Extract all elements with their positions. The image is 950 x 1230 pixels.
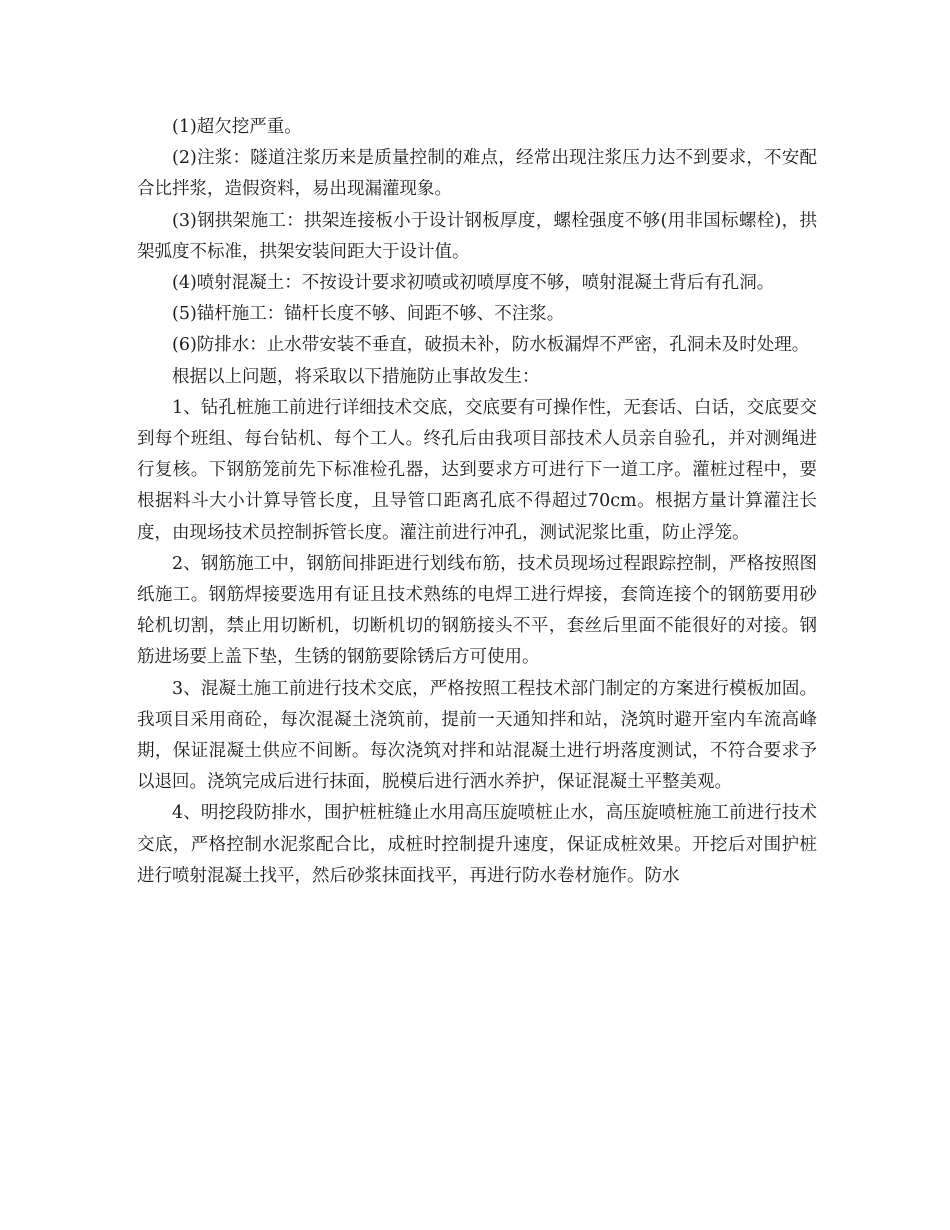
paragraph-anchor-bolt: (5)锚杆施工：锚杆长度不够、间距不够、不注浆。 <box>172 304 565 325</box>
paragraph-overbreak: (1)超欠挖严重。 <box>172 117 302 137</box>
document-page <box>137 112 817 892</box>
paragraph-measures-intro: 根据以上问题，将采取以下措施防止事故发生： <box>172 366 540 387</box>
paragraph-steel-arch: (3)钢拱架施工：拱架连接板小于设计钢板厚度，螺栓强度不够(用非国标螺栓)，拱架弧度不标准，拱架安装间距大于设计值。 <box>137 210 817 262</box>
paragraph-measure-4: 4、明挖段防排水，围护桩桩缝止水用高压旋喷桩止水，高压旋喷桩施工前进行技术交底，严格控制水泥浆配合比，成桩时控制提升速度，保证成桩效果。开挖后对围护桩进行喷射混凝土找平，然后砂浆抹面找平，再进行防水卷材施作。防水 <box>137 803 817 886</box>
paragraph-measure-2: 2、钢筋施工中，钢筋间排距进行划线布筋，技术员现场过程跟踪控制，严格按照图纸施工。钢筋焊接要选用有证且技术熟练的电焊工进行焊接，套筒连接个的钢筋要用砂轮机切割，禁止用切断机，切断机切的钢筋接头不平，套丝后里面不能很好的对接。钢筋进场要上盖下垫，生锈的钢筋要除锈后方可使用。 <box>137 553 817 668</box>
paragraph-grouting: (2)注浆：隧道注浆历来是质量控制的难点，经常出现注浆压力达不到要求，不安配合比拌浆，造假资料，易出现漏灌现象。 <box>137 148 817 200</box>
paragraph-measure-1: 1、钻孔桩施工前进行详细技术交底，交底要有可操作性，无套话、白话，交底要交到每个班组、每台钻机、每个工人。终孔后由我项目部技术人员亲自验孔，并对测绳进行复核。下钢筋笼前先下标准检孔器，达到要求方可进行下一道工序。灌桩过程中，要根据料斗大小计算导管长度，且导管口距离孔底不得超过70cm。根据方量计算灌注长度，由现场技术员控制拆管长度。灌注前进行冲孔，测试泥浆比重，防止浮笼。 <box>137 397 817 543</box>
paragraph-waterproofing: (6)防排水：止水带安装不垂直，破损未补，防水板漏焊不严密，孔洞未及时处理。 <box>172 335 810 356</box>
paragraph-measure-3: 3、混凝土施工前进行技术交底，严格按照工程技术部门制定的方案进行模板加固。我项目采用商砼，每次混凝土浇筑前，提前一天通知拌和站，浇筑时避开室内车流高峰期，保证混凝土供应不间断。每次浇筑对拌和站混凝土进行坍落度测试，不符合要求予以退回。浇筑完成后进行抹面，脱模后进行洒水养护，保证混凝土平整美观。 <box>137 678 817 793</box>
paragraph-shotcrete: (4)喷射混凝土：不按设计要求初喷或初喷厚度不够，喷射混凝土背后有孔洞。 <box>172 273 775 294</box>
